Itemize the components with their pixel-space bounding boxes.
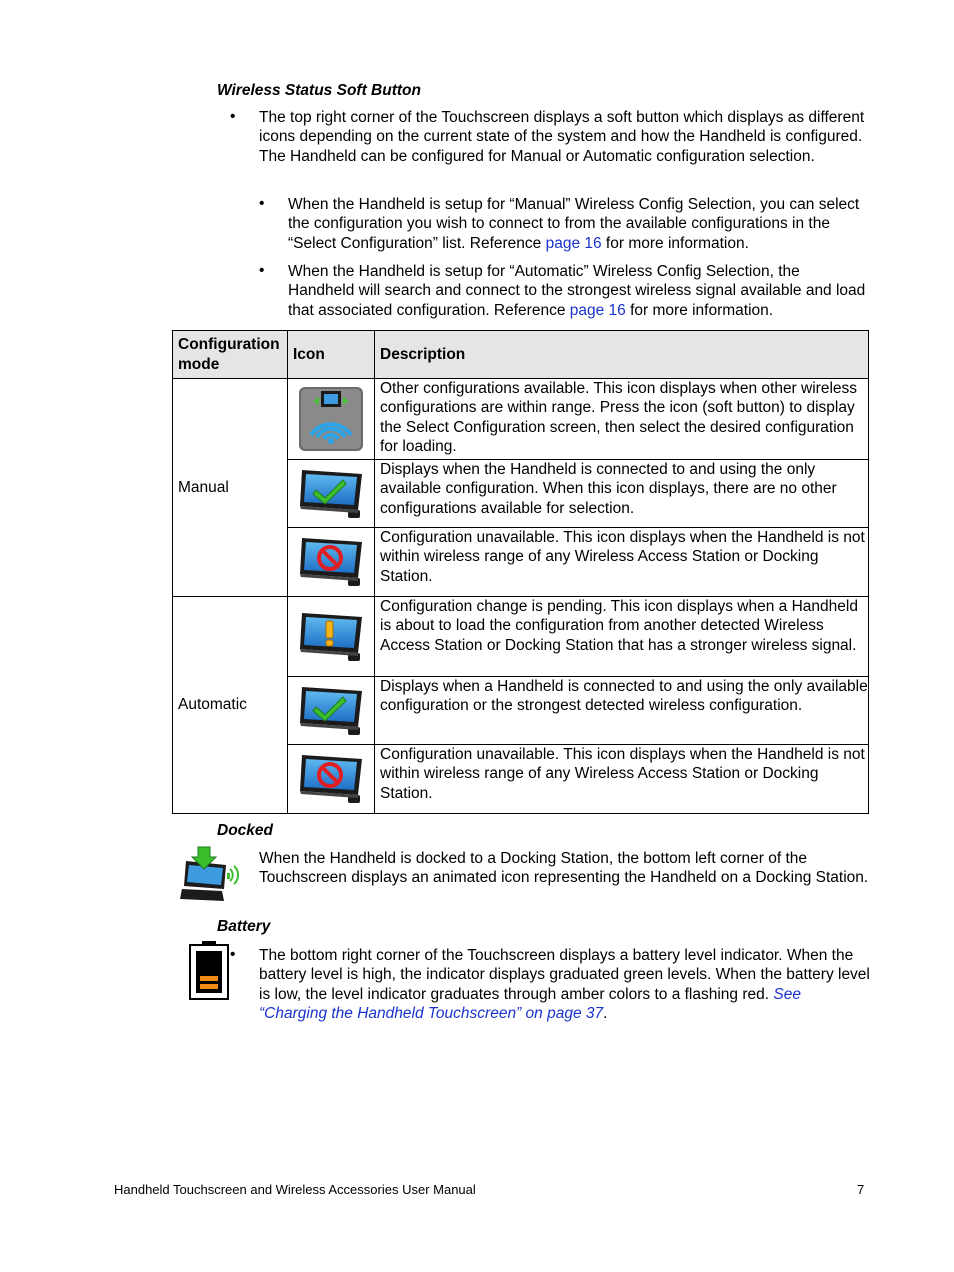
no-config-icon — [288, 751, 374, 807]
section-heading-wireless: Wireless Status Soft Button — [217, 82, 421, 99]
bullet: • — [230, 946, 236, 963]
mode-manual: Manual — [173, 379, 288, 597]
configuration-table — [172, 330, 869, 814]
battery-icon — [188, 940, 230, 1007]
bullet: • — [259, 262, 265, 279]
section-heading-docked: Docked — [217, 822, 273, 839]
footer-page-number: 7 — [857, 1182, 865, 1197]
footer-manual-title: Handheld Touchscreen and Wireless Accessories User Manual — [114, 1182, 476, 1197]
header-description: Description — [375, 331, 869, 379]
check-icon — [288, 466, 374, 522]
manual-config-paragraph: When the Handheld is setup for “Manual” Wireless Config Selection, you can select the configuration you wish to connect to from the available configurations in the “Select Configuration” list. Reference page 16 for more information. — [288, 196, 860, 252]
battery-paragraph: The bottom right corner of the Touchscreen displays a battery level indicator. When the battery level is high, the indicator displays graduated green levels. When the battery level is low, the level indicator graduates through amber colors to a flashing red. See “Charging the Handheld Touchscreen” on page 37. — [259, 947, 870, 1022]
docking-station-icon — [178, 845, 240, 908]
bullet: • — [259, 195, 265, 212]
table-row — [173, 379, 869, 460]
page-16-link[interactable]: page 16 — [569, 301, 626, 319]
row-description: Configuration change is pending. This icon displays when a Handheld is about to load the configuration from another detected Wireless Access Station or Docking Station that has a stronger wireless signal. — [375, 597, 869, 677]
check-icon — [288, 683, 374, 739]
header-icon: Icon — [288, 331, 375, 379]
table-row — [173, 597, 869, 677]
mode-automatic: Automatic — [173, 597, 288, 814]
section-heading-battery: Battery — [217, 918, 271, 935]
page-16-link[interactable]: page 16 — [545, 234, 602, 252]
row-description: Other configurations available. This icon displays when other wireless configurations are within range. Press the icon (soft button) to display the Select Configuration screen, then select the desired configuration for loading. — [375, 379, 869, 460]
row-description: Configuration unavailable. This icon displays when the Handheld is not within wireless range of any Wireless Access Station or Docking Station. — [375, 528, 869, 597]
wireless-configs-icon — [288, 385, 374, 453]
header-configuration-mode: Configuration mode — [173, 331, 288, 379]
row-description: Configuration unavailable. This icon displays when the Handheld is not within wireless range of any Wireless Access Station or Docking Station. — [375, 745, 869, 814]
no-config-icon — [288, 534, 374, 590]
docked-paragraph: When the Handheld is docked to a Docking Station, the bottom left corner of the Touchscreen displays an animated icon representing the Handheld on a Docking Station. — [259, 850, 869, 887]
charging-section-link[interactable]: See “Charging the Handheld Touchscreen” on page 37 — [259, 985, 801, 1022]
row-description: Displays when a Handheld is connected to and using the only available configuration or the strongest detected wireless configuration. — [375, 677, 869, 745]
warning-icon — [288, 609, 374, 665]
table-header-row — [173, 331, 869, 379]
automatic-config-paragraph: When the Handheld is setup for “Automatic” Wireless Config Selection, the Handheld will search and connect to the strongest wireless signal available and load that associated configuration. Reference page 16 for more information. — [288, 263, 866, 319]
bullet: • — [230, 108, 236, 125]
row-description: Displays when the Handheld is connected to and using the only available configuration. When this icon displays, there are no other configurations available for selection. — [375, 460, 869, 528]
wireless-intro-paragraph: The top right corner of the Touchscreen displays a soft button which displays as different icons depending on the current state of the system and how the Handheld is configured. The Handheld can be configured for Manual or Automatic configuration selection. — [259, 109, 865, 165]
